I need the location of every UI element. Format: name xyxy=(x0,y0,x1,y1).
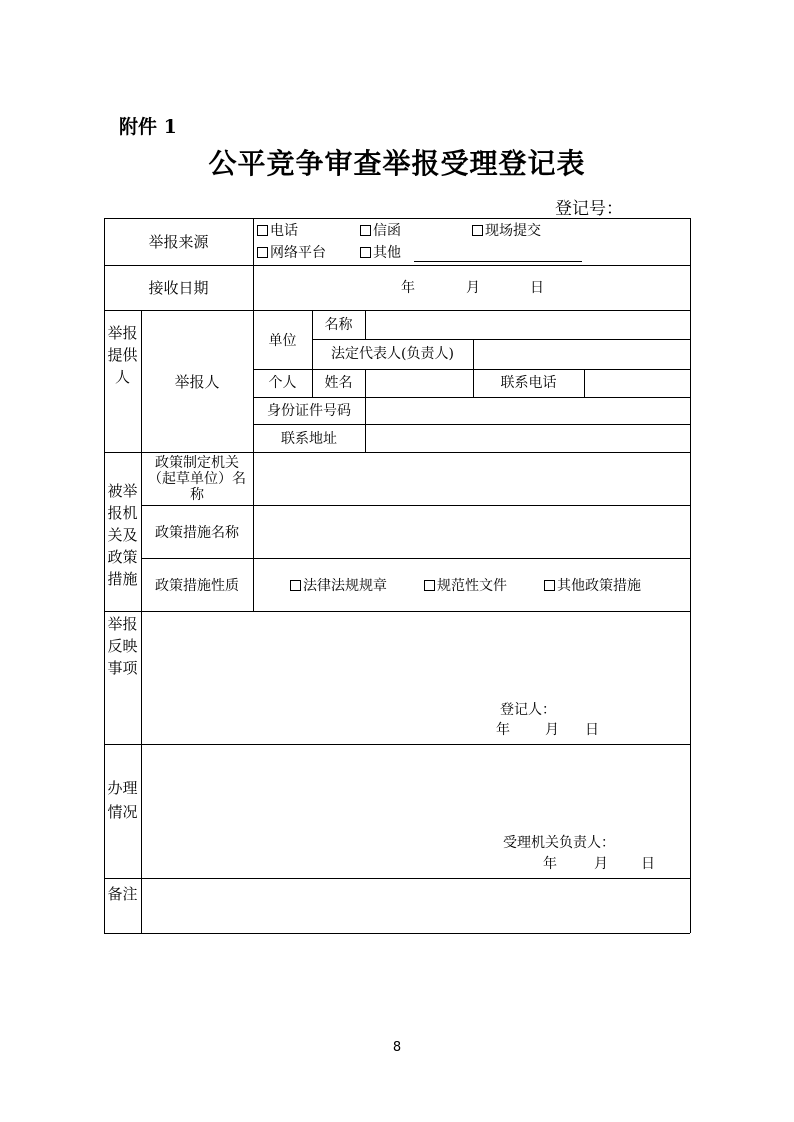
nature-option-law[interactable]: 法律法规规章 xyxy=(290,577,387,595)
measure-name-label: 政策措施名称 xyxy=(155,525,239,541)
source-option-letter[interactable]: 信函 xyxy=(360,222,401,240)
form-title: 公平竞争审查举报受理登记表 xyxy=(208,147,586,180)
address-label: 联系地址 xyxy=(281,431,337,447)
nature-option-other[interactable]: 其他政策措施 xyxy=(544,577,641,595)
measure-nature-label: 政策措施性质 xyxy=(155,578,239,594)
individual-label: 个人 xyxy=(268,375,297,391)
received-month-label: 月 xyxy=(466,280,480,296)
legal-rep-label: 法定代表人(负责人) xyxy=(331,346,454,362)
received-date-label: 接收日期 xyxy=(148,279,209,297)
provider-section-label: 举报提供人 xyxy=(107,324,138,386)
source-option-online[interactable]: 网络平台 xyxy=(257,244,326,262)
checkbox-icon[interactable] xyxy=(544,580,555,591)
checkbox-icon[interactable] xyxy=(360,247,371,258)
attachment-label: 附件 1 xyxy=(119,116,177,138)
source-option-other[interactable]: 其他 xyxy=(360,244,401,262)
unit-label: 单位 xyxy=(268,333,297,349)
matters-month-label: 月 xyxy=(545,722,559,738)
page-number: 8 xyxy=(392,1040,402,1055)
matters-day-label: 日 xyxy=(585,722,599,738)
source-option-onsite[interactable]: 现场提交 xyxy=(472,222,541,240)
phone-label: 联系电话 xyxy=(500,375,557,391)
unit-name-label: 名称 xyxy=(324,317,353,333)
matters-year-label: 年 xyxy=(496,722,510,738)
person-name-label: 姓名 xyxy=(324,375,353,391)
source-label: 举报来源 xyxy=(148,233,209,251)
reported-section-label: 被举报机关及政策措施 xyxy=(107,482,138,588)
received-year-label: 年 xyxy=(401,280,415,296)
checkbox-icon[interactable] xyxy=(257,225,268,236)
remarks-label: 备注 xyxy=(107,885,138,903)
checkbox-icon[interactable] xyxy=(257,247,268,258)
other-source-blank[interactable] xyxy=(414,261,582,262)
handling-month-label: 月 xyxy=(594,856,608,872)
handling-label: 办理情况 xyxy=(107,779,138,821)
checkbox-icon[interactable] xyxy=(290,580,301,591)
checkbox-icon[interactable] xyxy=(424,580,435,591)
matters-label: 举报反映事项 xyxy=(107,615,138,677)
handling-year-label: 年 xyxy=(543,856,557,872)
id-number-label: 身份证件号码 xyxy=(267,403,351,419)
checkbox-icon[interactable] xyxy=(472,225,483,236)
received-day-label: 日 xyxy=(530,280,544,296)
checkbox-icon[interactable] xyxy=(360,225,371,236)
nature-option-normative[interactable]: 规范性文件 xyxy=(424,577,507,595)
agency-label: 政策制定机关（起草单位）名称 xyxy=(148,455,246,503)
registrant-label: 登记人： xyxy=(500,702,556,718)
registration-number-label: 登记号： xyxy=(555,199,623,219)
responsible-label: 受理机关负责人： xyxy=(503,835,615,851)
reporter-label: 举报人 xyxy=(174,373,220,391)
handling-day-label: 日 xyxy=(641,856,655,872)
source-option-phone[interactable]: 电话 xyxy=(257,222,298,240)
